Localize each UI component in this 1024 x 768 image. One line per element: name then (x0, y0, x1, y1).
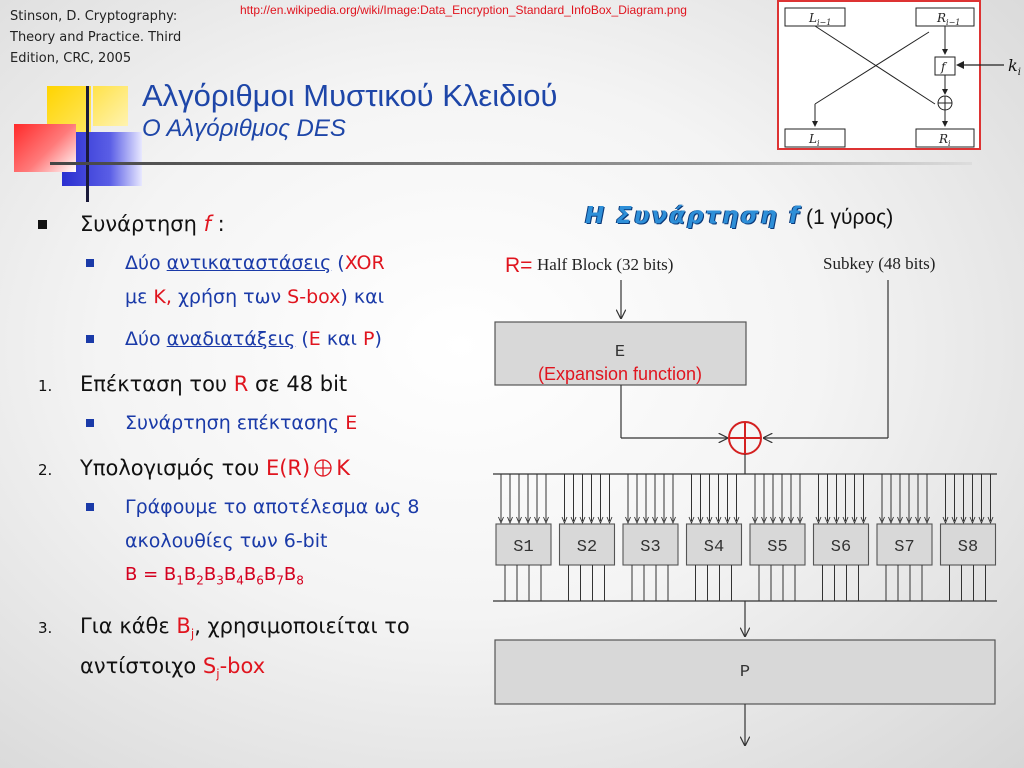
text: ( (331, 252, 345, 274)
xor-icon (938, 96, 952, 110)
text: χρήση των (171, 286, 288, 308)
r-next-sub: i (948, 139, 951, 148)
bullet-colon: : (210, 212, 225, 236)
text-e: E (345, 412, 358, 434)
text-b: B (176, 613, 191, 638)
text-p: P (363, 328, 375, 350)
sub-index: 2 (196, 573, 204, 588)
feistel-inset (777, 0, 981, 150)
step-number: 2. (38, 461, 53, 479)
l-next-label: L (809, 132, 817, 146)
citation: Stinson, D. Cryptography: Theory and Practice. Third Edition, CRC, 2005 (10, 9, 182, 66)
sbox-label: S2 (576, 538, 598, 557)
text: και (320, 328, 364, 350)
text-sbox: S-box (287, 286, 341, 308)
ki-label (1008, 56, 1021, 78)
r-next-label: R (939, 132, 949, 146)
text-xor: XOR (344, 252, 385, 274)
sub-index: 3 (216, 573, 224, 588)
l-next-sub: i (816, 139, 820, 148)
sbox-5 (750, 491, 805, 601)
formula-letter: B (203, 564, 217, 585)
f-label: f (941, 60, 946, 74)
text-box: -box (219, 653, 266, 678)
text-r: R (233, 372, 249, 396)
text-k: Κ, (153, 286, 172, 308)
sbox-label: S3 (640, 538, 661, 557)
l-prev-label: L (809, 11, 817, 25)
source-url[interactable]: http://en.wikipedia.org/wiki/Image:Data_Encryption_Standard_InfoBox_Diagram.png (240, 3, 687, 17)
sbox-7 (877, 491, 932, 601)
sub-index: 7 (276, 573, 284, 588)
expansion-function-label: (Expansion function) (537, 364, 703, 384)
text-er: E(R) (265, 456, 311, 480)
formula-letter: B (183, 564, 197, 585)
subkey-label: Subkey (48 bits) (823, 254, 936, 273)
text: Υπολογισμός του (80, 456, 266, 480)
sub-j: j (216, 666, 220, 681)
text-s: S (202, 653, 217, 678)
sbox-label: S7 (894, 538, 915, 557)
title-main: Αλγόριθμοι Μυστικού Κλειδιού (142, 78, 558, 113)
r-prev-sub: i−1 (946, 18, 961, 27)
text: ) (374, 328, 382, 350)
sub-index: 6 (256, 573, 264, 588)
sub-index: 8 (296, 573, 304, 588)
bullet-f: f (203, 212, 211, 236)
feistel-diagram (779, 2, 979, 148)
k-letter: k (1008, 56, 1018, 75)
text: με (125, 286, 154, 308)
half-block-label: Half Block (32 bits) (537, 255, 674, 274)
function-f-heading: Η Συνάρτηση f (585, 203, 801, 229)
round-note: (1 γύρος) (806, 206, 894, 229)
sbox-label: S1 (513, 538, 534, 557)
formula-letter: B (243, 564, 257, 585)
sub-index: 1 (176, 573, 184, 588)
text: Συνάρτηση επέκτασης (125, 412, 346, 434)
cross-line-2 (815, 32, 929, 104)
l-prev-sub: i−1 (816, 18, 832, 27)
text: Δύο (125, 328, 167, 350)
sbox-1 (496, 491, 551, 601)
sub-j: j (190, 626, 195, 641)
permutation-p-label: P (739, 663, 751, 682)
r-label: R= (505, 254, 533, 277)
text: , χρησιμοποιείται το αντίστοιχο (80, 613, 410, 678)
text: ) και (340, 286, 385, 308)
sbox-label: S8 (957, 538, 979, 557)
text-k: K (336, 456, 350, 480)
bullet-text: Συνάρτηση (80, 212, 204, 236)
text: σε 48 bit (248, 372, 348, 396)
r-prev-label: R (937, 11, 947, 25)
title-sub: Ο Αλγόριθμος DES (142, 115, 346, 142)
xor-icon (729, 422, 761, 454)
text: Για κάθε (80, 613, 177, 638)
sub-index: 4 (236, 573, 244, 588)
sbox-2 (560, 491, 615, 601)
formula-letter: B (283, 564, 297, 585)
sbox-label: S6 (830, 538, 852, 557)
formula-letter: B (263, 564, 277, 585)
sbox-8 (941, 491, 996, 601)
sbox-4 (687, 491, 742, 601)
sbox-layer (496, 474, 996, 601)
sbox-6 (814, 491, 869, 601)
k-sub: i (1017, 67, 1021, 79)
sbox-label: S5 (767, 538, 788, 557)
text: ( (295, 328, 309, 350)
text-underlined: αναδιατάξεις (166, 328, 296, 350)
formula-start: B = B (125, 564, 177, 585)
text: Δύο (125, 252, 167, 274)
text-e: E (308, 328, 321, 350)
expansion-e-label: E (614, 343, 626, 362)
step-number: 1. (38, 377, 53, 395)
text: Γράφουμε το αποτέλεσμα ως 8 ακολουθίες των 6-bit (125, 496, 420, 552)
text: Επέκταση του (80, 372, 234, 396)
step-number: 3. (38, 618, 53, 637)
text-underlined: αντικαταστάσεις (166, 252, 332, 274)
sbox-3 (623, 491, 678, 601)
sbox-label: S4 (703, 538, 725, 557)
formula-letter: B (223, 564, 237, 585)
